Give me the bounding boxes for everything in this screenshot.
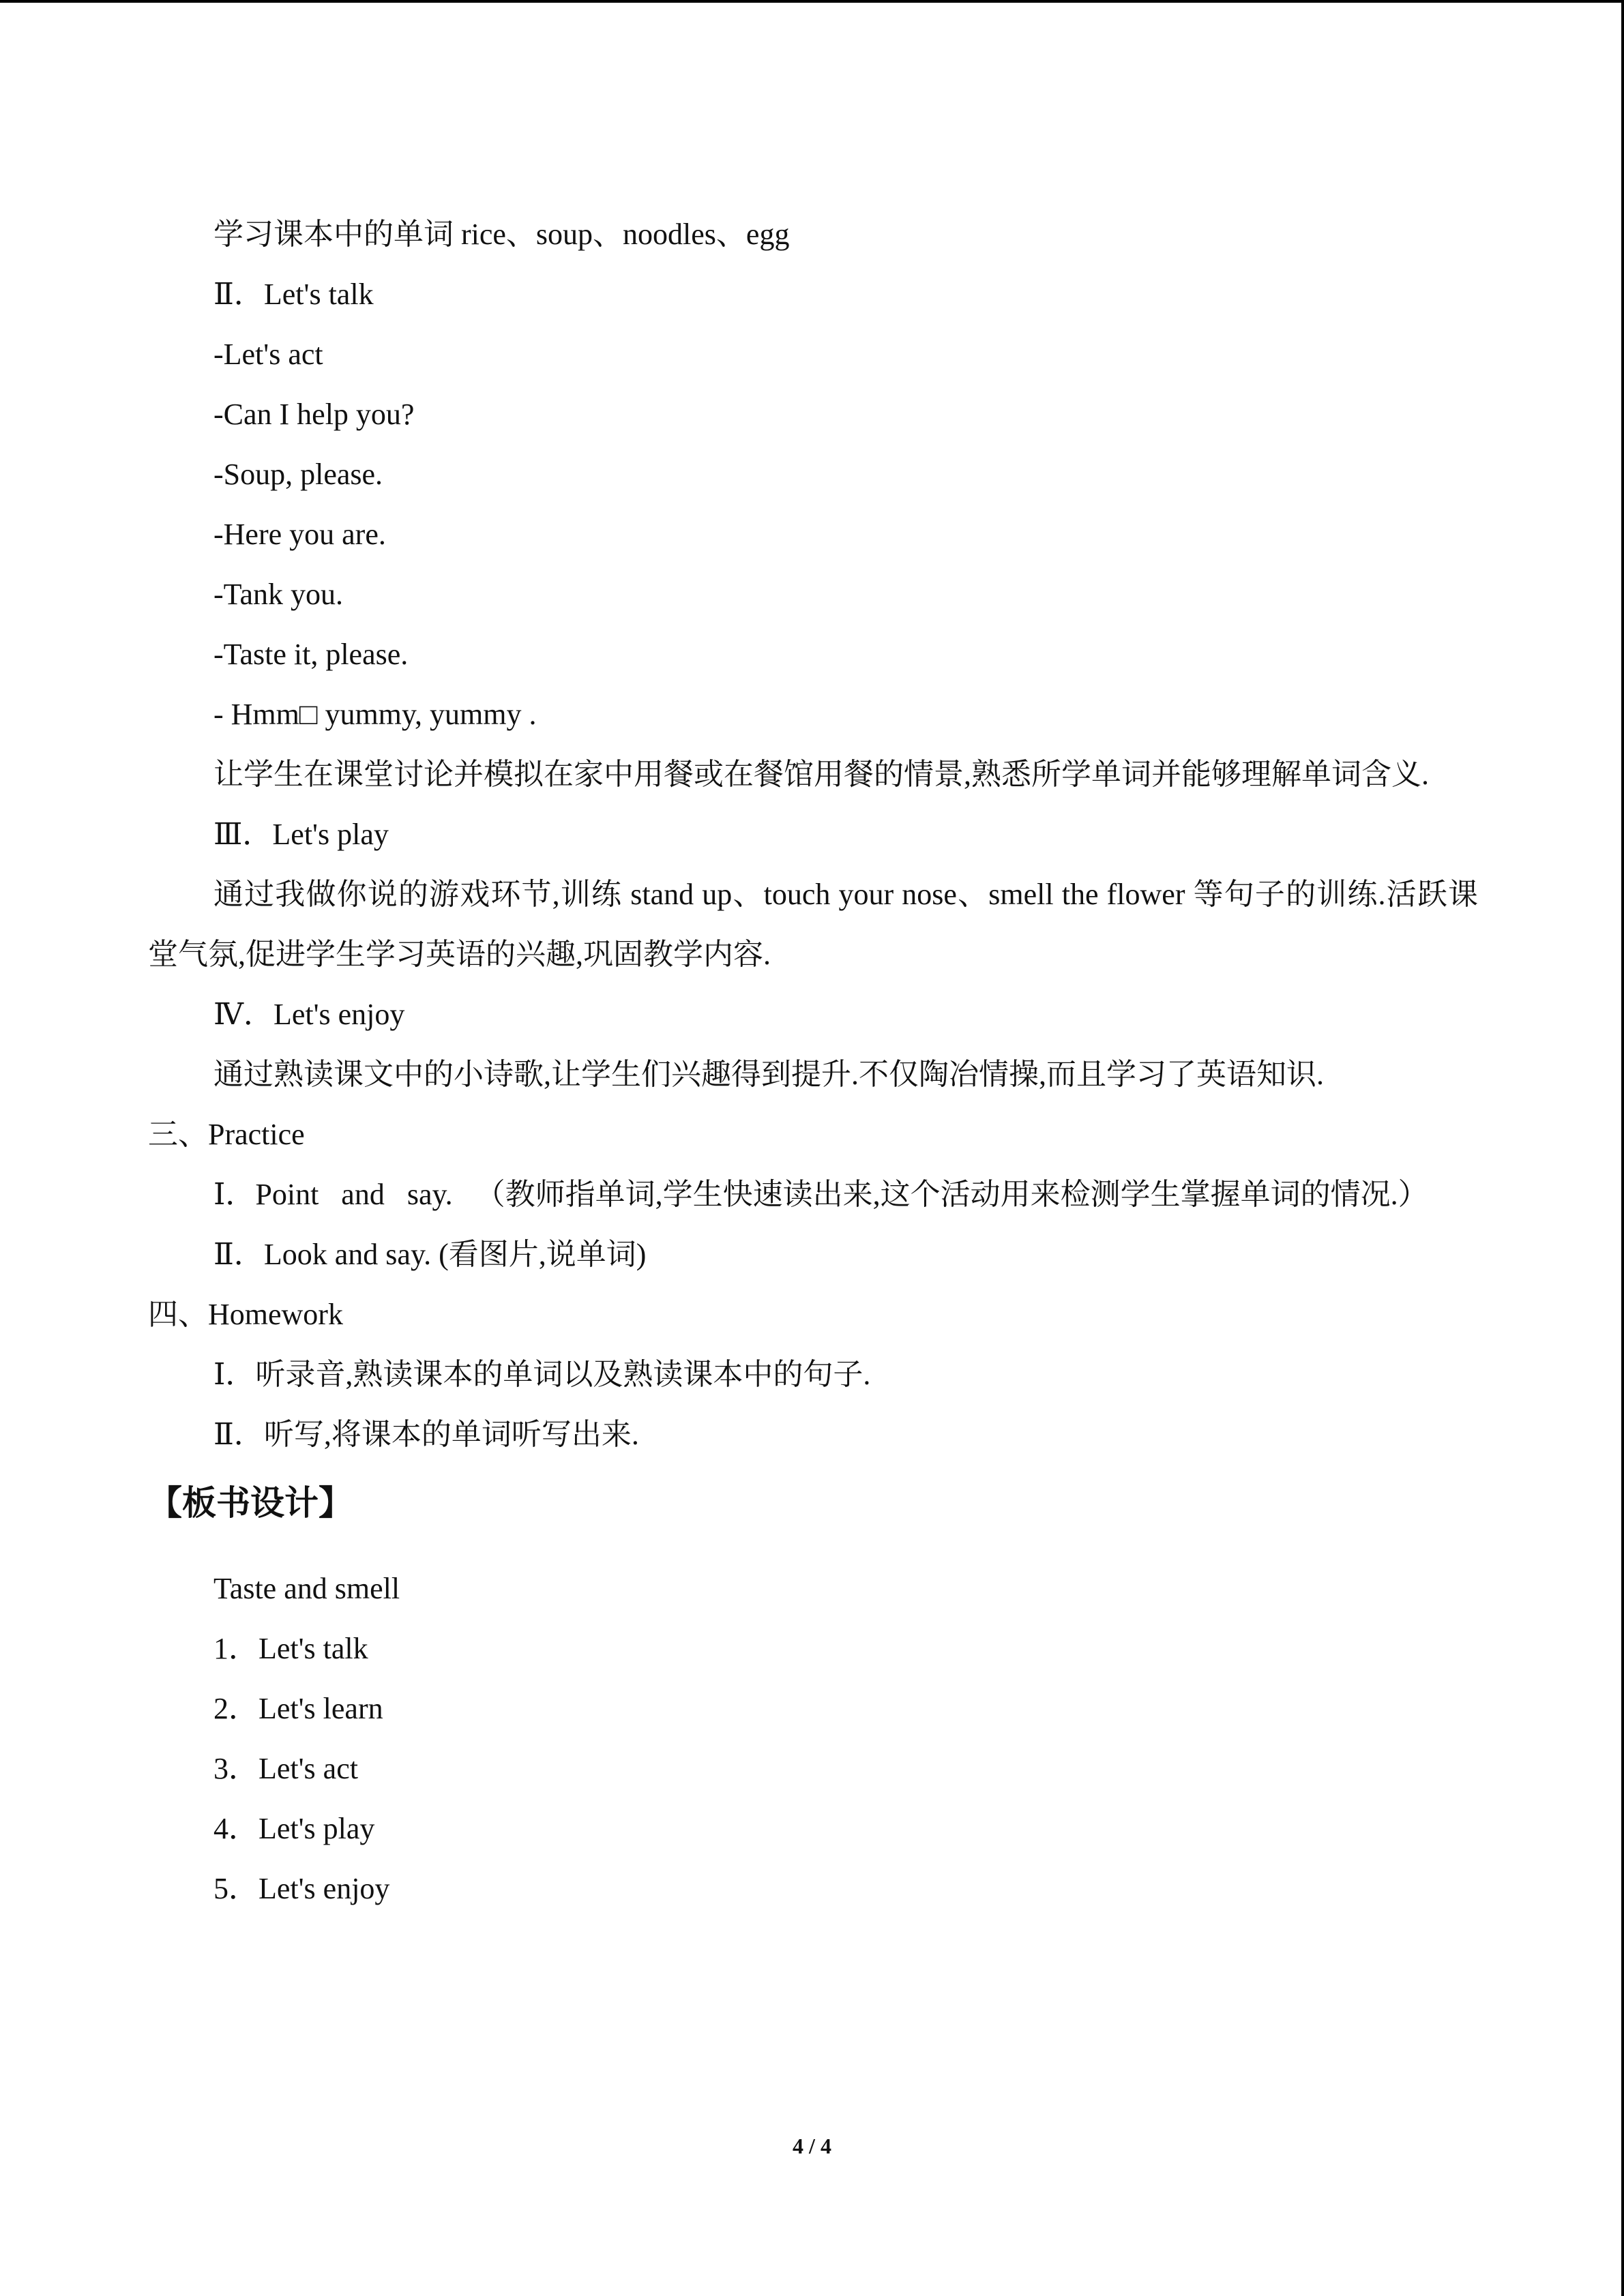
paragraph: 通过熟读课文中的小诗歌,让学生们兴趣得到提升.不仅陶冶情操,而且学习了英语知识. [213, 1058, 1324, 1091]
text-line: Ⅰ．听录音,熟读课本的单词以及熟读课本中的句子. [213, 1358, 871, 1391]
board-design-heading: 【板书设计】 [148, 1483, 353, 1523]
text-line: Ⅱ．听写,将课本的单词听写出来. [213, 1418, 639, 1451]
dialogue-line: -Tank you. [213, 578, 343, 611]
paragraph: 让学生在课堂讨论并模拟在家中用餐或在餐馆用餐的情景,熟悉所学单词并能够理解单词含义. [213, 758, 1429, 791]
page-border-right [1621, 0, 1624, 2296]
board-design-item: 2．Let's learn [213, 1692, 383, 1725]
text-line: 学习课本中的单词 rice、soup、noodles、egg [213, 218, 790, 251]
section-heading: Ⅲ．Let's play [213, 818, 389, 851]
dialogue-line: - Hmm□ yummy, yummy . [213, 698, 537, 731]
text-line: Ⅱ．Look and say. (看图片,说单词) [213, 1238, 647, 1271]
dialogue-line: -Here you are. [213, 518, 386, 551]
board-design-title: Taste and smell [213, 1572, 400, 1605]
dialogue-line: -Soup, please. [213, 458, 383, 491]
board-design-item: 5．Let's enjoy [213, 1872, 390, 1905]
board-design-item: 4．Let's play [213, 1812, 375, 1845]
paragraph: 通过我做你说的游戏环节,训练 stand up、touch your nose、smell the flower 等句子的训练.活跃课堂气氛,促进学生学习英语的兴趣,巩固教学内容. [148, 878, 1478, 971]
dialogue-line: -Let's act [213, 338, 323, 371]
document-body [148, 205, 1478, 1919]
page-border-top [0, 0, 1624, 3]
board-design-item: 1．Let's talk [213, 1632, 368, 1665]
dialogue-line: -Taste it, please. [213, 638, 409, 671]
paragraph: Ⅰ．Point and say. （教师指单词,学生快速读出来,这个活动用来检测学生掌握单词的情况.） [213, 1178, 1428, 1211]
section-heading: Ⅱ．Let's talk [213, 278, 374, 311]
dialogue-line: -Can I help you? [213, 398, 415, 431]
section-heading: 四、Homework [148, 1298, 343, 1331]
board-design-item: 3．Let's act [213, 1752, 358, 1785]
section-heading: 三、Practice [148, 1118, 305, 1151]
section-heading: Ⅳ．Let's enjoy [213, 998, 405, 1031]
page-number: 4 / 4 [793, 2134, 831, 2158]
